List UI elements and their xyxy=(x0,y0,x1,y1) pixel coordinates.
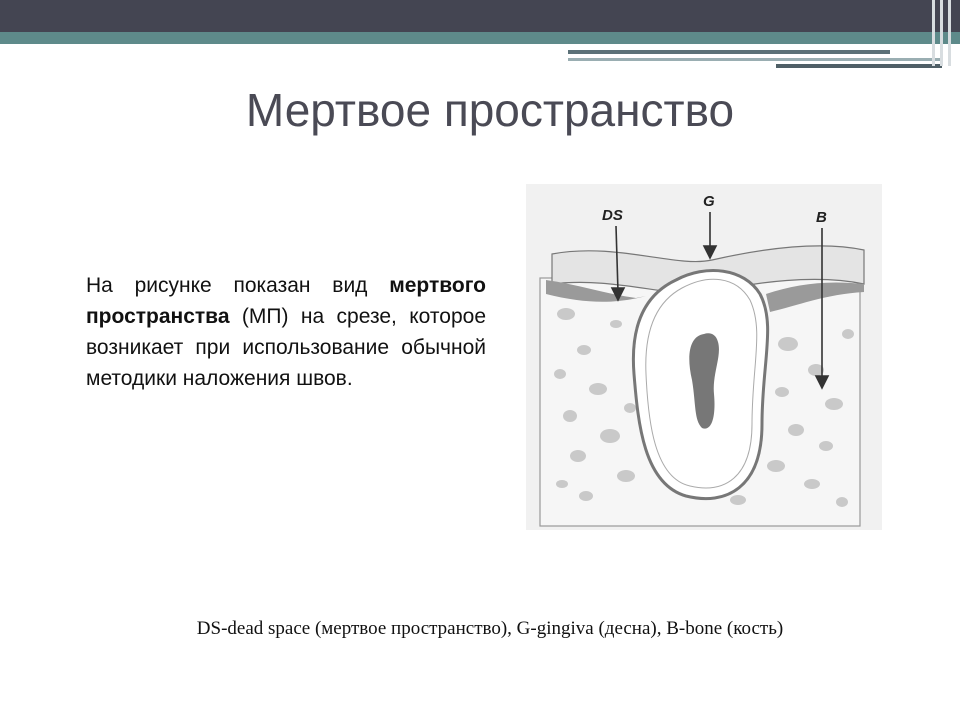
page-title: Мертвое пространство xyxy=(245,84,735,136)
description-text xyxy=(86,270,486,394)
label-b: B xyxy=(816,209,827,226)
corner-stripe xyxy=(940,0,943,66)
figure-caption: DS-dead space (мертвое пространство), G-gingiva (десна), B-bone (кость) xyxy=(196,618,784,639)
header-line xyxy=(776,64,942,68)
header-line xyxy=(568,50,890,54)
label-ds: DS xyxy=(602,207,623,224)
description-bold: мертвого пространства xyxy=(86,274,486,328)
header-teal-bar xyxy=(0,32,960,44)
dead-space-figure xyxy=(526,184,882,530)
figure-drawing xyxy=(526,184,882,530)
label-g: G xyxy=(703,193,715,210)
description-rest: (МП) на срезе, которое возникает при использование обычной методики наложения швов. xyxy=(86,305,486,390)
header-line xyxy=(568,58,942,61)
header-dark-bar xyxy=(0,0,960,32)
corner-stripe xyxy=(948,0,951,66)
description-lead: На рисунке показан вид xyxy=(86,274,390,297)
corner-stripe xyxy=(932,0,935,66)
